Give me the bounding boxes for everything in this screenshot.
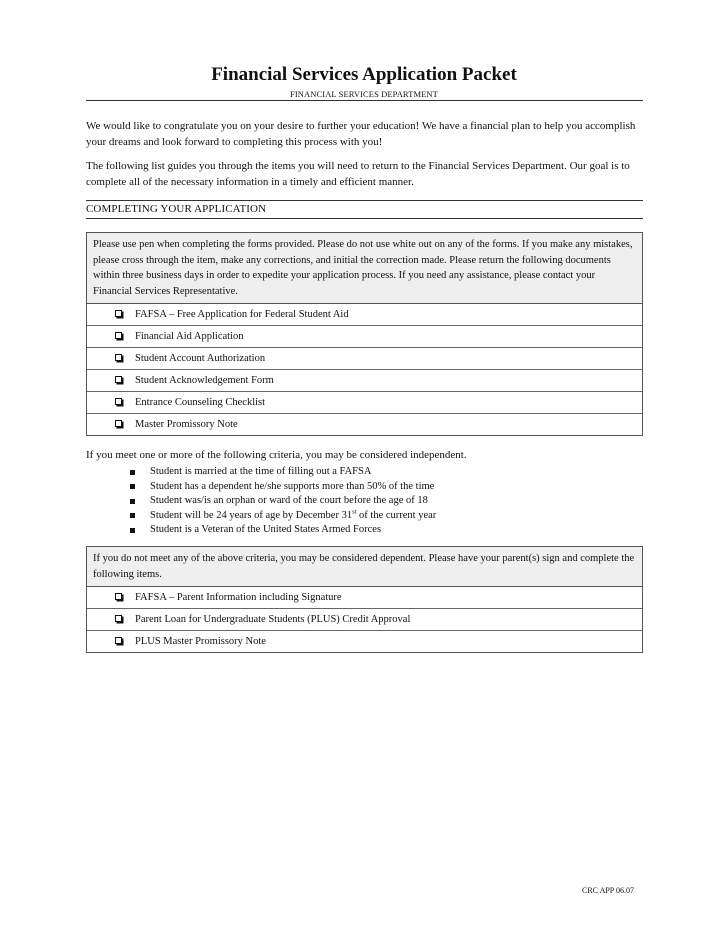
checkbox-icon[interactable]	[115, 332, 122, 339]
square-bullet-icon	[130, 499, 135, 504]
checklist-item	[87, 392, 642, 414]
list-item	[130, 480, 436, 495]
checklist-item	[87, 304, 642, 326]
checklist-item-label: FAFSA – Parent Information including Signature	[135, 592, 342, 603]
form-code: CRC APP 06.07	[582, 886, 634, 895]
criterion-text: Student will be 24 years of age by December 31	[150, 509, 353, 521]
criterion-text: Student is married at the time of filling out a FAFSA	[150, 466, 372, 477]
department-subtitle: FINANCIAL SERVICES DEPARTMENT	[290, 89, 438, 99]
list-item	[130, 509, 436, 524]
intro-paragraph-congratulations: We would like to congratulate you on your desire to further your education! We have a financial plan to help you accomplish your dreams and look forward to completing this process with you!	[86, 120, 636, 148]
checklist-item	[87, 326, 642, 348]
independence-criteria-intro: If you meet one or more of the following criteria, you may be considered independent.	[86, 449, 467, 461]
checklist-item-label: FAFSA – Free Application for Federal Student Aid	[135, 309, 349, 320]
independence-criteria-list	[130, 465, 436, 538]
intro-paragraph-guide: The following list guides you through the items you will need to return to the Financial Services Department. Our goal is to complete all of the necessary information in a timely and efficient manner.	[86, 160, 630, 188]
checklist-item	[87, 414, 642, 435]
checklist-item-label: Student Account Authorization	[135, 353, 266, 364]
checkbox-icon[interactable]	[115, 354, 122, 361]
checklist-item	[87, 370, 642, 392]
instructions-notice: Please use pen when completing the forms provided. Please do not use white out on any of the forms. If you make any mistakes, please cross through the item, make any corrections, and initial the correction made. Please return the following documents within three business days in order to expedite your application process. If you need any assistance, please contact your Financial Services Representative.	[87, 233, 642, 304]
checklist-item-label: Master Promissory Note	[135, 419, 238, 430]
document-title: Financial Services Application Packet	[211, 64, 517, 85]
checklist-item-label: Financial Aid Application	[135, 331, 244, 342]
square-bullet-icon	[130, 528, 135, 533]
criterion-text: Student is a Veteran of the United States Armed Forces	[150, 524, 382, 536]
checkbox-icon[interactable]	[115, 637, 122, 644]
list-item	[130, 465, 436, 480]
square-bullet-icon	[130, 513, 135, 518]
checklist-item	[87, 609, 642, 631]
checklist-item-label: Student Acknowledgement Form	[135, 375, 274, 386]
checklist-item-label: PLUS Master Promissory Note	[135, 636, 266, 647]
checkbox-icon[interactable]	[115, 420, 122, 427]
checkbox-icon[interactable]	[115, 376, 122, 383]
square-bullet-icon	[130, 470, 135, 475]
checkbox-icon[interactable]	[115, 310, 122, 317]
ordinal-superscript: st	[352, 508, 357, 516]
checklist-item	[87, 348, 642, 370]
criterion-text-suffix: of the current year	[356, 509, 437, 521]
criterion-text: Student was/is an orphan or ward of the court before the age of 18	[150, 495, 428, 507]
checkbox-icon[interactable]	[115, 593, 122, 600]
square-bullet-icon	[130, 484, 135, 489]
checklist-item	[87, 587, 642, 609]
list-item	[130, 523, 436, 538]
checklist-item-label: Entrance Counseling Checklist	[135, 397, 266, 408]
criterion-text: Student has a dependent he/she supports more than 50% of the time	[150, 480, 435, 492]
header-divider	[86, 100, 643, 101]
list-item	[130, 494, 436, 509]
checklist-item-label: Parent Loan for Undergraduate Students (PLUS) Credit Approval	[135, 614, 411, 625]
dependent-notice: If you do not meet any of the above criteria, you may be considered dependent. Please have your parent(s) sign and complete the following items.	[87, 547, 642, 587]
parent-documents-box	[86, 546, 643, 653]
required-documents-box	[86, 232, 643, 436]
section-heading: COMPLETING YOUR APPLICATION	[86, 200, 643, 219]
checklist-item	[87, 631, 642, 652]
checkbox-icon[interactable]	[115, 615, 122, 622]
checkbox-icon[interactable]	[115, 398, 122, 405]
